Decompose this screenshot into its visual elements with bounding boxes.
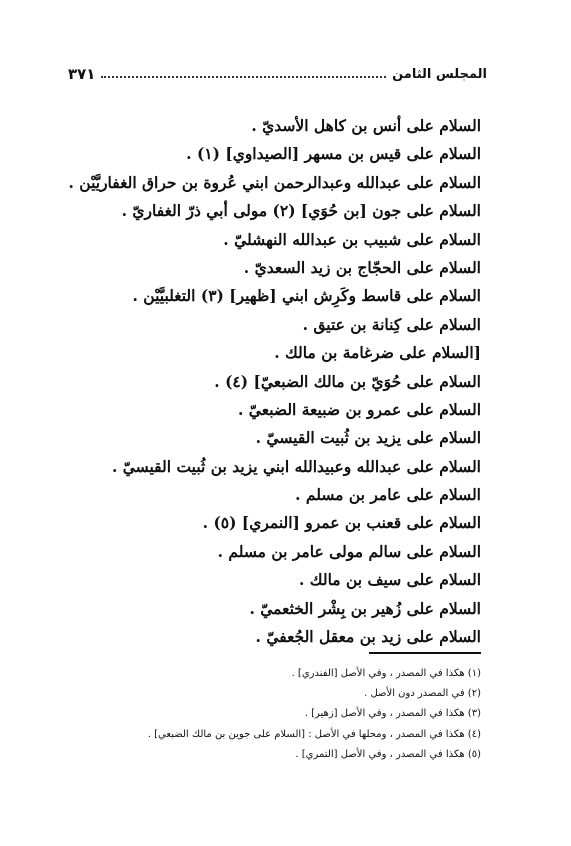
salutation-line: السلام على قعنب بن عمرو [النمري] (٥) . bbox=[202, 513, 481, 533]
page-number: ٣٧١ bbox=[68, 65, 96, 83]
salutation-line: السلام على قاسط وكَرِش ابني [ظهير] (٣) التغلبيَّيْن . bbox=[132, 286, 481, 306]
footnote: (٣) هكذا في المصدر ، وفي الأصل [زهير] . bbox=[304, 708, 481, 720]
chapter-title: المجلس الثامن bbox=[392, 66, 487, 82]
salutation-list bbox=[61, 112, 481, 651]
salutation-line: السلام على يزيد بن ثُبيت القيسيّ . bbox=[255, 428, 481, 448]
salutation-line: السلام على أنس بن كاهل الأسديّ . bbox=[251, 116, 481, 135]
header-dotted-leader bbox=[101, 76, 386, 78]
salutation-line: السلام على قيس بن مسهر [الصيداوي] (١) . bbox=[186, 144, 481, 164]
salutation-line: السلام على عامر بن مسلم . bbox=[295, 485, 481, 505]
salutation-line: السلام على جون [بن حُوَي] (٢) مولى أبي ذرّ الغفاريّ . bbox=[121, 201, 481, 221]
salutation-line: السلام على سالم مولى عامر بن مسلم . bbox=[217, 541, 481, 561]
salutation-line: السلام على عبدالله وعبيدالله ابني يزيد بن ثُبيت القيسيّ . bbox=[111, 456, 481, 476]
salutation-line: السلام على حُوَيّ بن مالك الضبعيّ] (٤) . bbox=[214, 371, 481, 391]
footnote: (٤) هكذا في المصدر ، ومحلها في الأصل : [السلام على جوين بن مالك الضبعي] . bbox=[147, 728, 481, 740]
footnote-separator bbox=[369, 652, 481, 654]
footnote: (١) هكذا في المصدر ، وفي الأصل [الفندري] . bbox=[291, 668, 481, 679]
salutation-line: [السلام على ضرغامة بن مالك . bbox=[274, 343, 481, 363]
footnote: (٢) في المصدر دون الأصل . bbox=[364, 688, 481, 700]
footnote: (٥) هكذا في المصدر ، وفي الأصل [التمري] . bbox=[295, 748, 481, 760]
salutation-line: السلام على الحجّاج بن زيد السعديّ . bbox=[243, 257, 481, 277]
running-header bbox=[68, 64, 487, 84]
salutation-line: السلام على كِنانة بن عتيق . bbox=[302, 314, 481, 334]
salutation-line: السلام على زيد بن معقل الجُعفيّ . bbox=[255, 627, 481, 647]
salutation-line: السلام على عبدالله وعبدالرحمن ابني عُروة بن حراق الغفاريَّيْن . bbox=[68, 172, 481, 192]
footnotes bbox=[61, 664, 481, 765]
salutation-line: السلام على شبيب بن عبدالله النهشليّ . bbox=[223, 229, 481, 249]
salutation-line: السلام على عمرو بن ضبيعة الضبعيّ . bbox=[238, 399, 481, 419]
salutation-line: السلام على سيف بن مالك . bbox=[298, 570, 481, 590]
salutation-line: السلام على زُهير بن بِشْر الخثعميّ . bbox=[249, 598, 481, 618]
